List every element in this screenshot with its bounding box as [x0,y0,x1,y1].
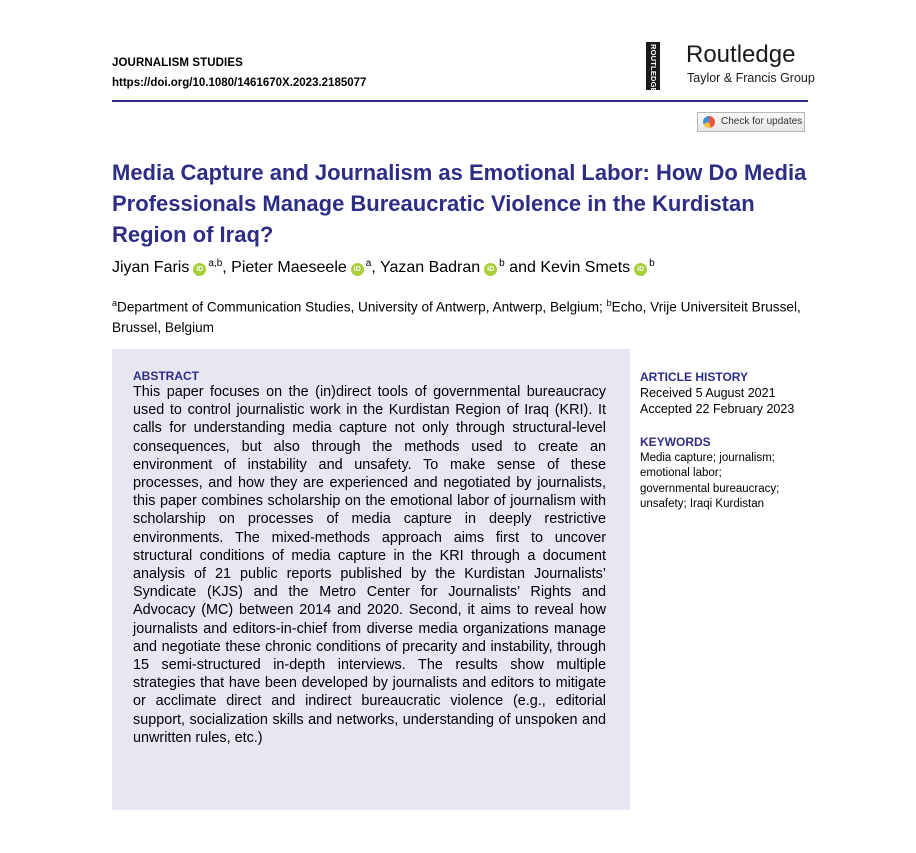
author-affiliation-marker: b [649,258,655,269]
header-rule [112,100,808,102]
orcid-icon[interactable]: iD [484,263,497,276]
publisher-logo-bar [646,42,660,93]
publisher-name: Routledge [686,41,796,68]
author-affiliation-marker: b [499,258,505,269]
keyword-line: Media capture; journalism; [640,451,775,464]
author-separator: and [504,259,541,276]
accepted-date: Accepted 22 February 2023 [640,402,795,416]
doi-link[interactable]: https://doi.org/10.1080/1461670X.2023.2185077 [112,77,367,89]
keywords [640,435,815,513]
abstract-text: This paper focuses on the (in)direct tools of governmental bureaucracy used to control journalistic work in the Kurdistan Region of Iraq (KRI). It calls for understanding media capture not only through structural-level consequences, but also through the methods used to create an environment of instability and unsafety. To make sense of these processes, and how they are experienced and negotiated by journalists, this paper combines scholarship on the emotional labor of journalism with scholarship on processes of media capture in deeply restrictive environments. The mixed-methods approach aims first to uncover structural conditions of media capture in the KRI through a document analysis of 21 public reports published by the Kurdistan Journalists’ Syndicate (KJS) and the Metro Center for Journalists’ Rights and Advocacy (MC) between 2014 and 2020. Second, it aims to reveal how journalists and editors-in-chief from diverse media organizations manage and negotiate these chronic conditions of precarity and instability, through 15 semi-structured in-depth interviews. The results show multiple strategies that have been developed by journalists and editors to mitigate or acclimate direct and indirect bureaucratic violence (e.g., editorial support, socialization skills and networks, understanding of unspoken and unwritten rules, etc.) [133,384,606,746]
author-affiliation-marker: a [365,258,372,269]
author-name: Pieter Maeseele [231,259,347,276]
affiliation-b: Echo, Vrije Universiteit Brussel, Brussel, Belgium [112,299,801,335]
keywords-heading: KEYWORDS [640,435,711,449]
orcid-icon[interactable]: iD [634,263,647,276]
affiliation-a: Department of Communication Studies, University of Antwerp, Antwerp, Belgium; [117,299,607,315]
author-name: Kevin Smets [540,259,631,276]
orcid-icon[interactable]: iD [193,263,206,276]
author-separator: , [222,259,232,276]
author-name: Yazan Badran [379,259,481,276]
affiliation-marker-a: a [112,298,118,308]
publisher-logo [646,40,816,92]
keyword-line: governmental bureaucracy; [640,482,780,495]
received-date: Received 5 August 2021 [640,386,776,400]
keyword-line: unsafety; Iraqi Kurdistan [640,498,765,510]
article-history [640,369,794,417]
affiliations [112,293,812,338]
article-title: Media Capture and Journalism as Emotional Labor: How Do Media Professionals Manage Bureaucratic Violence in the Kurdistan Region of Iraq? [112,160,807,247]
author-list [112,258,655,277]
author-separator: , [371,259,380,276]
author-name: Jiyan Faris [112,259,190,276]
check-for-updates-label: Check for updates [721,116,803,127]
keyword-line: emotional labor; [640,467,722,479]
orcid-icon[interactable]: iD [351,263,364,276]
crossmark-icon [703,116,715,128]
abstract-heading: ABSTRACT [133,369,199,383]
journal-name: JOURNALISM STUDIES [112,57,243,69]
check-for-updates-button[interactable] [697,112,805,132]
publisher-vertical-label: ROUTLEDGE [649,44,658,93]
affiliation-marker-b: b [606,298,612,308]
author-affiliation-marker: a,b [208,258,223,269]
publisher-group: Taylor & Francis Group [687,71,815,85]
article-history-heading: ARTICLE HISTORY [640,370,749,384]
